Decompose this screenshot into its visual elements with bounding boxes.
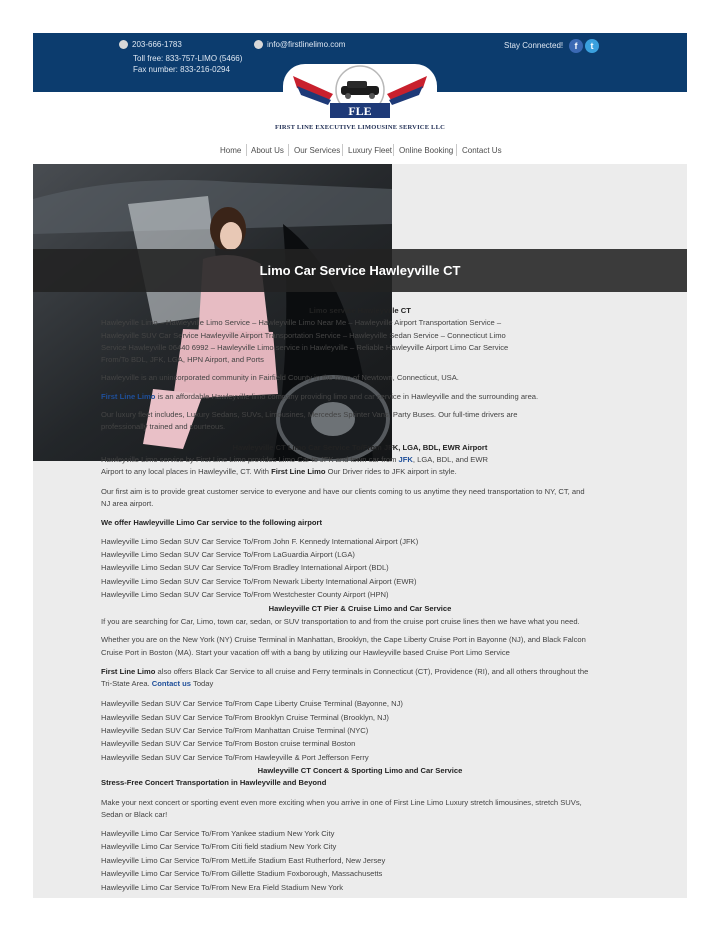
nav-online-booking[interactable]: Online Booking [399,146,454,155]
list-item: Hawleyville Limo Car Service To/From MetLife Stadium East Rutherford, New Jersey [101,856,386,865]
intro-text: Hawleyville SUV Car Service Hawleyville Airport Transportation Service – Hawleyville Sedan Service – Connecticut Limo [101,331,506,340]
logo-graphic [283,64,437,126]
nav-divider [393,144,394,156]
twitter-icon[interactable]: t [585,39,599,53]
concert-paragraph: Make your next concert or sporting event even more exciting when you arrive in one of First Line Limo Luxury stretch limousines, stretch SUVs, [101,798,582,807]
airport-text: Our Driver rides to JFK airport in style. [325,467,457,476]
first-line-limo-link[interactable]: First Line Limo [101,392,156,401]
facebook-icon[interactable]: f [569,39,583,53]
list-item: Hawleyville Sedan SUV Car Service To/From Boston cruise terminal Boston [101,739,356,748]
list-item: Hawleyville Sedan SUV Car Service To/From Manhattan Cruise Terminal (NYC) [101,726,369,735]
nav-about-us[interactable]: About Us [251,146,284,155]
cruise-paragraph: Whether you are on the New York (NY) Cruise Terminal in Manhattan, Brooklyn, the Cape Liberty Cruise Port in Bayonne (NJ), and Black Falcon [101,635,586,644]
intro-heading: Limo service Hawleyville CT [309,306,411,315]
airport-paragraph [101,465,457,478]
list-item: Hawleyville Limo Car Service To/From Yankee stadium New York City [101,829,335,838]
first-line-limo-bold: First Line Limo [101,667,156,676]
nav-divider [456,144,457,156]
concert-heading: Hawleyville CT Concert & Sporting Limo and Car Service [257,766,463,775]
airport-paragraph: Our first aim is to provide great customer service to everyone and have our clients coming to us anytime they need transportation to NY, CT, and [101,487,585,496]
nav-home[interactable]: Home [220,146,242,155]
list-item: Hawleyville Limo Car Service To/From Gillette Stadium Foxborough, Massachusetts [101,869,383,878]
main-nav [33,134,687,164]
list-item: Hawleyville Sedan SUV Car Service To/From Hawleyville & Port Jefferson Ferry [101,753,369,762]
intro-text: Our luxury fleet includes, Luxury Sedans, SUVs, Limousines, Mercedes Sprinter Vans, Party Buses. Our full-time drivers are [101,410,518,419]
cruise-heading: Hawleyville CT Pier & Cruise Limo and Car Service [268,604,452,613]
airport-paragraph: NJ area airport. [101,499,154,508]
nav-our-services[interactable]: Our Services [294,146,341,155]
logo-tagline: FIRST LINE EXECUTIVE LIMOUSINE SERVICE LLC [274,124,446,131]
phone-icon [119,40,128,49]
concert-paragraph: Sedan or Black car! [101,810,168,819]
nav-contact-us[interactable]: Contact Us [462,146,502,155]
intro-text [101,390,538,403]
toll-free: Toll free: 833-757-LIMO (5466) [133,54,243,63]
list-item: Hawleyville Sedan SUV Car Service To/From Brooklyn Cruise Terminal (Brooklyn, NJ) [101,713,389,722]
list-item: Hawleyville Sedan SUV Car Service To/From Cape Liberty Cruise Terminal (Bayonne, NJ) [101,699,403,708]
jfk-link[interactable]: JFK [398,455,413,464]
phone-contact[interactable] [119,40,182,49]
intro-text: Service Hawleyville 06440 6992 – Hawleyville Limo service in Hawleyville – Reliable Hawleyville Airport Limo Car Service [101,343,509,352]
list-item: Hawleyville Limo Sedan SUV Car Service To/From John F. Kennedy International Airport (JFK) [101,537,419,546]
cruise-text: also offers Black Car Service to all cruise and Ferry terminals in Connecticut (CT), Providence (RI), and all others throughout the [155,667,589,676]
first-line-limo-bold: First Line Limo [271,467,326,476]
mail-icon [254,40,263,49]
contact-us-link[interactable]: Contact us [151,679,192,688]
list-item: Hawleyville Limo Sedan SUV Car Service To/From LaGuardia Airport (LGA) [101,550,355,559]
nav-divider [342,144,343,156]
list-item: Hawleyville Limo Sedan SUV Car Service To/From Bradley International Airport (BDL) [101,563,389,572]
email-contact[interactable] [254,40,345,49]
fax-number: Fax number: 833-216-0294 [133,65,230,74]
nav-luxury-fleet[interactable]: Luxury Fleet [348,146,393,155]
list-item: Hawleyville Limo Sedan SUV Car Service To/From Westchester County Airport (HPN) [101,590,389,599]
page-title: Limo Car Service Hawleyville CT [259,263,461,278]
intro-text: Hawleyville Limo – Hawleyville Limo Service – Hawleyville Limo Near Me – Hawleyville Airport Transportation Service – [101,318,502,327]
stay-connected-label: Stay Connected! [504,41,564,50]
list-item: Hawleyville Limo Sedan SUV Car Service To/From Newark Liberty International Airport (EWR) [101,577,417,586]
nav-divider [246,144,247,156]
nav-divider [288,144,289,156]
intro-text-span: is an affordable Hawleyville limo company providing limo and car service in Hawleyville and the surrounding area. [155,392,539,401]
cruise-text: Tri-State Area. [101,679,152,688]
intro-text: From/To BDL, JFK, LGA, HPN Airport, and Ports [101,355,264,364]
intro-text: Hawleyville is an unincorporated community in Fairfield County in the town of Newtown, Connecticut, USA. [101,373,459,382]
logo-badge: FLE [348,104,372,118]
airport-heading: Hawleyville CT Limo Car Service To/From JFK, LGA, BDL, EWR Airport [232,443,488,452]
email-address[interactable]: info@firstlinelimo.com [267,40,346,49]
phone-number[interactable]: 203-666-1783 [132,40,182,49]
concert-subheading: Stress-Free Concert Transportation in Hawleyville and Beyond [101,778,327,787]
airport-text: Hawleyville Limo service by First Line Limo provides Limo Car to JFK and town car from [101,455,399,464]
cruise-text: Today [191,679,214,688]
list-item: Hawleyville Limo Car Service To/From New Era Field Stadium New York [101,883,344,892]
offer-heading: We offer Hawleyville Limo Car service to the following airport [101,518,322,527]
list-item: Hawleyville Limo Car Service To/From Citi field stadium New York City [101,842,337,851]
airport-text: Airport to any local places in Hawleyville, CT. With [101,467,272,476]
intro-text: professionally trained and courteous. [101,422,226,431]
cruise-paragraph [101,677,213,690]
cruise-paragraph: Cruise Port in Boston (MA). Start your vacation off with a bang by utilizing our Hawleyville based Cruise Port Limo Service [101,648,510,657]
cruise-paragraph: If you are searching for Car, Limo, town car, sedan, or SUV transportation to and from the cruise port cruise lines then we have what you need. [101,617,580,626]
airport-text: , LGA, BDL, and EWR [412,455,489,464]
